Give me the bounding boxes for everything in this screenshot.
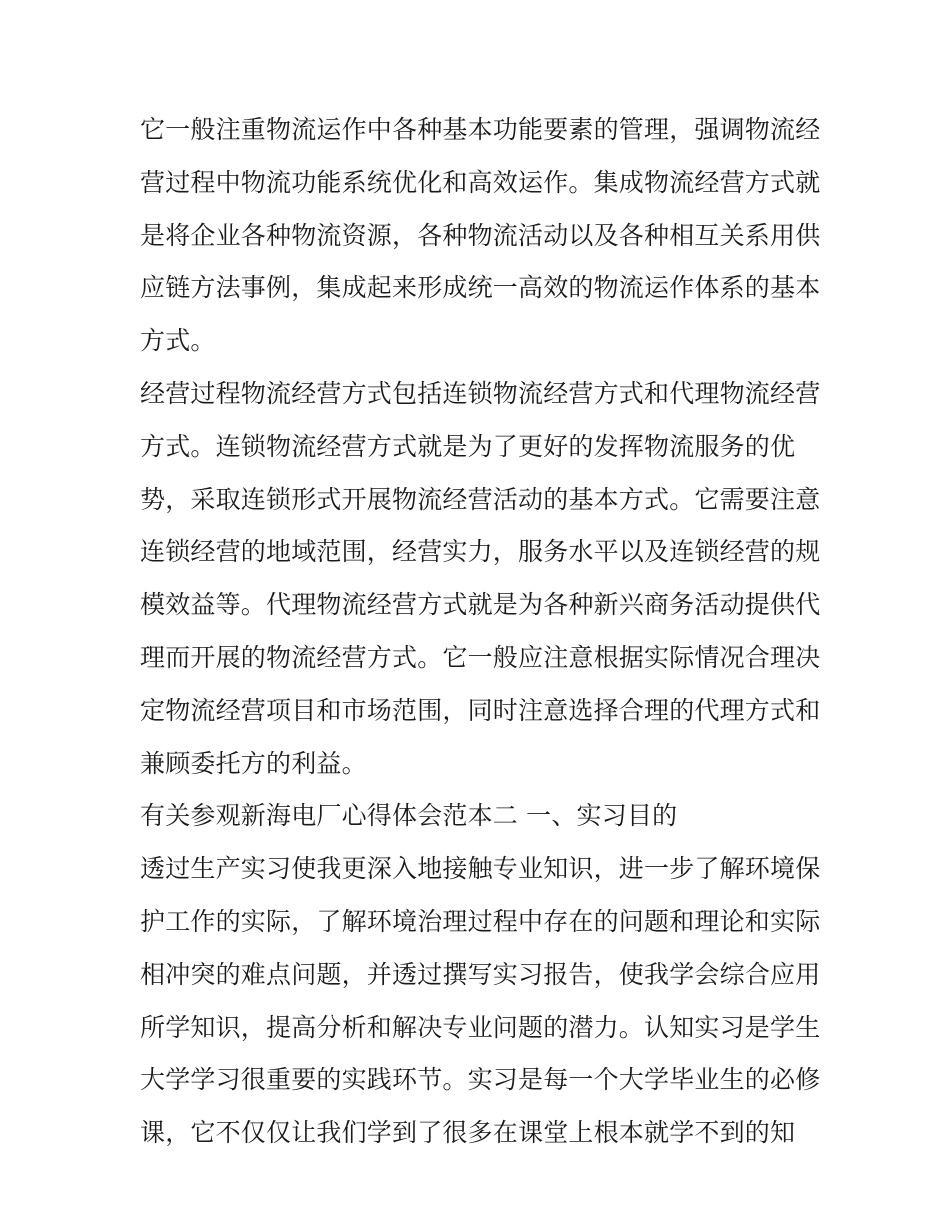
- text-line: 课，它不仅仅让我们学到了很多在课堂上根本就学不到的知: [140, 1118, 796, 1148]
- text-line: 大学学习很重要的实践环节。实习是每一个大学毕业生的必修: [140, 1065, 821, 1095]
- text-line: 方式。连锁物流经营方式就是为了更好的发挥物流服务的优: [140, 431, 796, 461]
- text-line: 护工作的实际，了解环境治理过程中存在的问题和理论和实际: [140, 906, 821, 936]
- text-line: 是将企业各种物流资源，各种物流活动以及各种相互关系用供: [140, 220, 821, 250]
- text-line: 方式。: [140, 326, 216, 356]
- text-line: 应链方法事例，集成起来形成统一高效的物流运作体系的基本: [140, 273, 821, 303]
- text-line: 兼顾委托方的利益。: [140, 748, 367, 778]
- document-body: [140, 104, 820, 1160]
- text-line: 模效益等。代理物流经营方式就是为各种新兴商务活动提供代: [140, 590, 821, 620]
- text-line: 相冲突的难点问题，并透过撰写实习报告，使我学会综合应用: [140, 959, 821, 989]
- text-line: 连锁经营的地域范围，经营实力，服务水平以及连锁经营的规: [140, 537, 821, 567]
- text-line: 势，采取连锁形式开展物流经营活动的基本方式。它需要注意: [140, 484, 821, 514]
- text-line: 营过程中物流功能系统优化和高效运作。集成物流经营方式就: [140, 167, 821, 197]
- section-heading: 有关参观新海电厂心得体会范本二 一、实习目的: [140, 801, 678, 831]
- text-line: 它一般注重物流运作中各种基本功能要素的管理，强调物流经: [140, 115, 821, 144]
- text-line: 经营过程物流经营方式包括连锁物流经营方式和代理物流经营: [140, 378, 821, 408]
- text-line: 定物流经营项目和市场范围，同时注意选择合理的代理方式和: [140, 695, 821, 725]
- text-line: 透过生产实习使我更深入地接触专业知识，进一步了解环境保: [140, 854, 821, 884]
- text-line: 所学知识，提高分析和解决专业问题的潜力。认知实习是学生: [140, 1012, 821, 1042]
- text-line: 理而开展的物流经营方式。它一般应注意根据实际情况合理决: [140, 642, 821, 672]
